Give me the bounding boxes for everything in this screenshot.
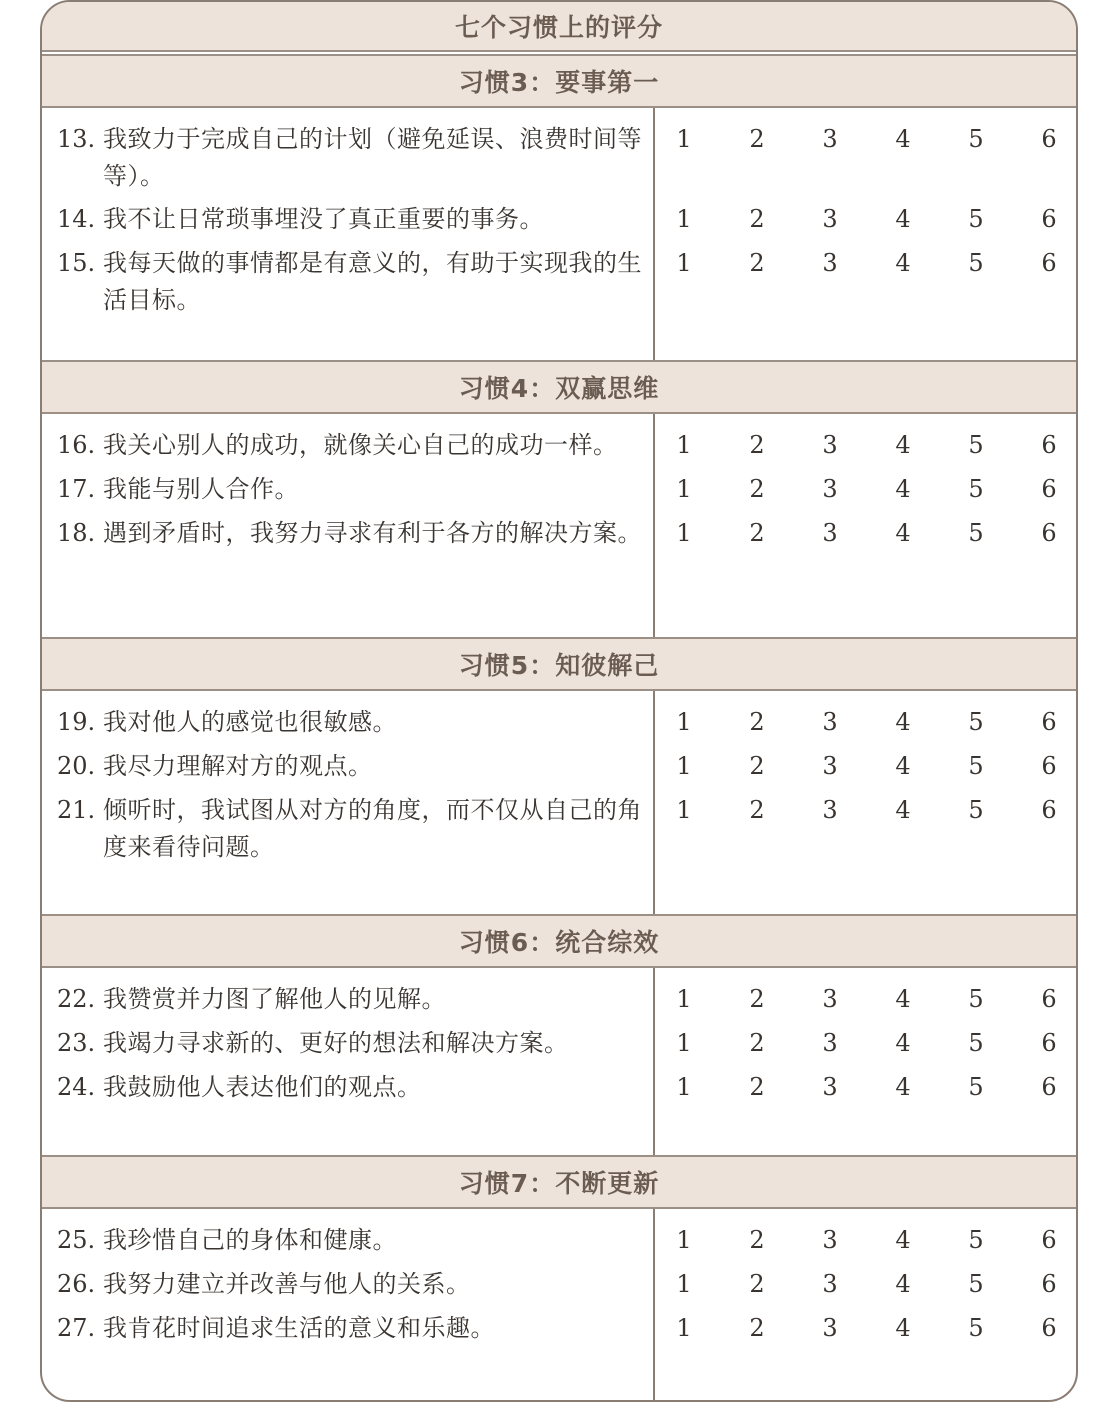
score-option-6[interactable]: 6 — [1041, 1029, 1057, 1057]
score-option-1[interactable]: 1 — [676, 249, 692, 277]
score-option-5[interactable]: 5 — [968, 985, 984, 1013]
score-option-3[interactable]: 3 — [822, 125, 838, 153]
score-option-6[interactable]: 6 — [1041, 431, 1057, 459]
score-option-2[interactable]: 2 — [749, 1029, 765, 1057]
score-option-6[interactable]: 6 — [1041, 796, 1057, 824]
statement-number: 23. — [57, 1029, 96, 1057]
statement-text: 我每天做的事情都是有意义的，有助于实现我的生活目标。 — [103, 249, 642, 314]
score-option-4[interactable]: 4 — [895, 249, 911, 277]
statement-item — [57, 1222, 647, 1259]
statement-text: 我鼓励他人表达他们的观点。 — [103, 1073, 422, 1101]
statement-number: 16. — [57, 431, 96, 459]
score-options — [655, 1222, 1078, 1259]
score-options — [655, 1310, 1078, 1347]
statement-number: 18. — [57, 519, 96, 547]
habit-section — [42, 637, 1076, 914]
habit-section — [42, 54, 1076, 360]
score-option-6[interactable]: 6 — [1041, 125, 1057, 153]
score-option-4[interactable]: 4 — [895, 1029, 911, 1057]
habit-section — [42, 914, 1076, 1155]
score-option-1[interactable]: 1 — [676, 1029, 692, 1057]
score-option-2[interactable]: 2 — [749, 1073, 765, 1101]
statement-text: 我关心别人的成功，就像关心自己的成功一样。 — [103, 431, 618, 459]
score-option-6[interactable]: 6 — [1041, 205, 1057, 233]
section-body — [42, 1209, 1076, 1402]
section-heading: 习惯3：要事第一 — [458, 68, 660, 97]
statement-text: 我赞赏并力图了解他人的见解。 — [103, 985, 446, 1013]
score-option-1[interactable]: 1 — [676, 519, 692, 547]
score-option-3[interactable]: 3 — [822, 249, 838, 277]
score-option-3[interactable]: 3 — [822, 708, 838, 736]
section-header — [42, 637, 1076, 691]
statement-text: 我努力建立并改善与他人的关系。 — [103, 1270, 471, 1298]
score-option-5[interactable]: 5 — [968, 249, 984, 277]
statement-number: 26. — [57, 1270, 96, 1298]
score-option-5[interactable]: 5 — [968, 125, 984, 153]
score-option-1[interactable]: 1 — [676, 708, 692, 736]
section-body — [42, 968, 1076, 1155]
statement-number: 21. — [57, 796, 96, 824]
statement-text: 我对他人的感觉也很敏感。 — [103, 708, 397, 736]
rating-table — [40, 0, 1078, 1402]
section-heading: 习惯6：统合综效 — [458, 928, 660, 957]
score-options — [655, 245, 1078, 282]
score-options — [655, 121, 1078, 158]
score-option-6[interactable]: 6 — [1041, 1073, 1057, 1101]
score-option-6[interactable]: 6 — [1041, 1226, 1057, 1254]
statement-number: 25. — [57, 1226, 96, 1254]
score-option-2[interactable]: 2 — [749, 796, 765, 824]
section-heading: 习惯5：知彼解己 — [458, 651, 660, 680]
statement-item — [57, 471, 647, 508]
statement-item — [57, 427, 647, 464]
score-option-6[interactable]: 6 — [1041, 985, 1057, 1013]
statement-text: 我尽力理解对方的观点。 — [103, 752, 373, 780]
statement-item — [57, 1025, 647, 1062]
statement-item — [57, 792, 647, 866]
score-options — [655, 1266, 1078, 1303]
statement-item — [57, 201, 647, 238]
score-options — [655, 515, 1078, 552]
statement-item — [57, 1266, 647, 1303]
score-option-3[interactable]: 3 — [822, 475, 838, 503]
score-option-2[interactable]: 2 — [749, 249, 765, 277]
score-option-6[interactable]: 6 — [1041, 708, 1057, 736]
statement-text: 我能与别人合作。 — [103, 475, 299, 503]
score-options — [655, 981, 1078, 1018]
score-option-5[interactable]: 5 — [968, 519, 984, 547]
statement-number: 14. — [57, 205, 96, 233]
statement-number: 27. — [57, 1314, 96, 1342]
score-option-5[interactable]: 5 — [968, 1270, 984, 1298]
score-option-5[interactable]: 5 — [968, 708, 984, 736]
score-option-5[interactable]: 5 — [968, 1226, 984, 1254]
score-option-2[interactable]: 2 — [749, 519, 765, 547]
score-option-6[interactable]: 6 — [1041, 475, 1057, 503]
statement-item — [57, 121, 647, 195]
score-option-6[interactable]: 6 — [1041, 752, 1057, 780]
statement-text: 倾听时，我试图从对方的角度，而不仅从自己的角度来看待问题。 — [103, 796, 642, 861]
score-option-4[interactable]: 4 — [895, 985, 911, 1013]
score-option-3[interactable]: 3 — [822, 1029, 838, 1057]
statement-item — [57, 748, 647, 785]
statement-item — [57, 1069, 647, 1106]
score-option-5[interactable]: 5 — [968, 1029, 984, 1057]
score-option-3[interactable]: 3 — [822, 1270, 838, 1298]
section-header — [42, 914, 1076, 968]
statement-number: 24. — [57, 1073, 96, 1101]
section-header — [42, 360, 1076, 414]
score-option-1[interactable]: 1 — [676, 1073, 692, 1101]
score-option-5[interactable]: 5 — [968, 1314, 984, 1342]
statement-number: 15. — [57, 249, 96, 277]
score-option-4[interactable]: 4 — [895, 752, 911, 780]
score-option-6[interactable]: 6 — [1041, 249, 1057, 277]
statement-text: 我肯花时间追求生活的意义和乐趣。 — [103, 1314, 495, 1342]
score-option-6[interactable]: 6 — [1041, 1314, 1057, 1342]
score-options — [655, 1025, 1078, 1062]
table-title: 七个习惯上的评分 — [454, 13, 663, 42]
statement-text: 我不让日常琐事埋没了真正重要的事务。 — [103, 205, 544, 233]
statement-item — [57, 245, 647, 319]
score-option-3[interactable]: 3 — [822, 1314, 838, 1342]
score-option-3[interactable]: 3 — [822, 205, 838, 233]
score-option-1[interactable]: 1 — [676, 985, 692, 1013]
score-option-5[interactable]: 5 — [968, 475, 984, 503]
score-option-2[interactable]: 2 — [749, 1314, 765, 1342]
score-option-3[interactable]: 3 — [822, 1073, 838, 1101]
score-option-1[interactable]: 1 — [676, 125, 692, 153]
score-options — [655, 427, 1078, 464]
score-option-1[interactable]: 1 — [676, 796, 692, 824]
score-option-4[interactable]: 4 — [895, 475, 911, 503]
score-option-2[interactable]: 2 — [749, 752, 765, 780]
score-option-4[interactable]: 4 — [895, 205, 911, 233]
score-option-4[interactable]: 4 — [895, 519, 911, 547]
score-option-5[interactable]: 5 — [968, 205, 984, 233]
score-option-5[interactable]: 5 — [968, 1073, 984, 1101]
statement-number: 22. — [57, 985, 96, 1013]
score-option-2[interactable]: 2 — [749, 708, 765, 736]
score-option-3[interactable]: 3 — [822, 431, 838, 459]
score-option-3[interactable]: 3 — [822, 752, 838, 780]
section-body — [42, 108, 1076, 360]
statement-item — [57, 704, 647, 741]
statement-number: 17. — [57, 475, 96, 503]
score-option-5[interactable]: 5 — [968, 796, 984, 824]
statement-number: 20. — [57, 752, 96, 780]
table-title-bar — [42, 2, 1076, 52]
score-option-1[interactable]: 1 — [676, 1226, 692, 1254]
score-option-3[interactable]: 3 — [822, 796, 838, 824]
score-options — [655, 201, 1078, 238]
score-option-5[interactable]: 5 — [968, 431, 984, 459]
habit-section — [42, 360, 1076, 637]
score-option-4[interactable]: 4 — [895, 125, 911, 153]
score-option-6[interactable]: 6 — [1041, 519, 1057, 547]
statement-text: 我竭力寻求新的、更好的想法和解决方案。 — [103, 1029, 569, 1057]
score-option-2[interactable]: 2 — [749, 125, 765, 153]
section-body — [42, 414, 1076, 637]
score-option-1[interactable]: 1 — [676, 431, 692, 459]
score-option-1[interactable]: 1 — [676, 1314, 692, 1342]
score-option-2[interactable]: 2 — [749, 431, 765, 459]
score-option-2[interactable]: 2 — [749, 1270, 765, 1298]
score-option-4[interactable]: 4 — [895, 796, 911, 824]
score-option-4[interactable]: 4 — [895, 431, 911, 459]
score-options — [655, 1069, 1078, 1106]
section-heading: 习惯7：不断更新 — [458, 1169, 660, 1198]
statement-number: 13. — [57, 125, 96, 153]
score-option-2[interactable]: 2 — [749, 1226, 765, 1254]
score-option-1[interactable]: 1 — [676, 475, 692, 503]
score-option-3[interactable]: 3 — [822, 519, 838, 547]
score-option-3[interactable]: 3 — [822, 1226, 838, 1254]
score-option-2[interactable]: 2 — [749, 205, 765, 233]
score-options — [655, 704, 1078, 741]
section-body — [42, 691, 1076, 914]
section-heading: 习惯4：双赢思维 — [458, 374, 660, 403]
score-option-4[interactable]: 4 — [895, 1226, 911, 1254]
score-options — [655, 471, 1078, 508]
score-option-2[interactable]: 2 — [749, 985, 765, 1013]
statement-text: 我致力于完成自己的计划（避免延误、浪费时间等等）。 — [103, 125, 642, 190]
score-option-4[interactable]: 4 — [895, 1314, 911, 1342]
score-option-5[interactable]: 5 — [968, 752, 984, 780]
score-option-3[interactable]: 3 — [822, 985, 838, 1013]
section-header — [42, 54, 1076, 108]
score-option-1[interactable]: 1 — [676, 205, 692, 233]
statement-text: 我珍惜自己的身体和健康。 — [103, 1226, 397, 1254]
statement-item — [57, 1310, 647, 1347]
score-option-1[interactable]: 1 — [676, 752, 692, 780]
score-option-2[interactable]: 2 — [749, 475, 765, 503]
score-options — [655, 748, 1078, 785]
statement-item — [57, 515, 647, 552]
statement-item — [57, 981, 647, 1018]
score-option-1[interactable]: 1 — [676, 1270, 692, 1298]
score-option-4[interactable]: 4 — [895, 708, 911, 736]
score-options — [655, 792, 1078, 829]
habit-section — [42, 1155, 1076, 1402]
section-header — [42, 1155, 1076, 1209]
score-option-4[interactable]: 4 — [895, 1270, 911, 1298]
score-option-6[interactable]: 6 — [1041, 1270, 1057, 1298]
statement-number: 19. — [57, 708, 96, 736]
score-option-4[interactable]: 4 — [895, 1073, 911, 1101]
statement-text: 遇到矛盾时，我努力寻求有利于各方的解决方案。 — [103, 519, 642, 547]
